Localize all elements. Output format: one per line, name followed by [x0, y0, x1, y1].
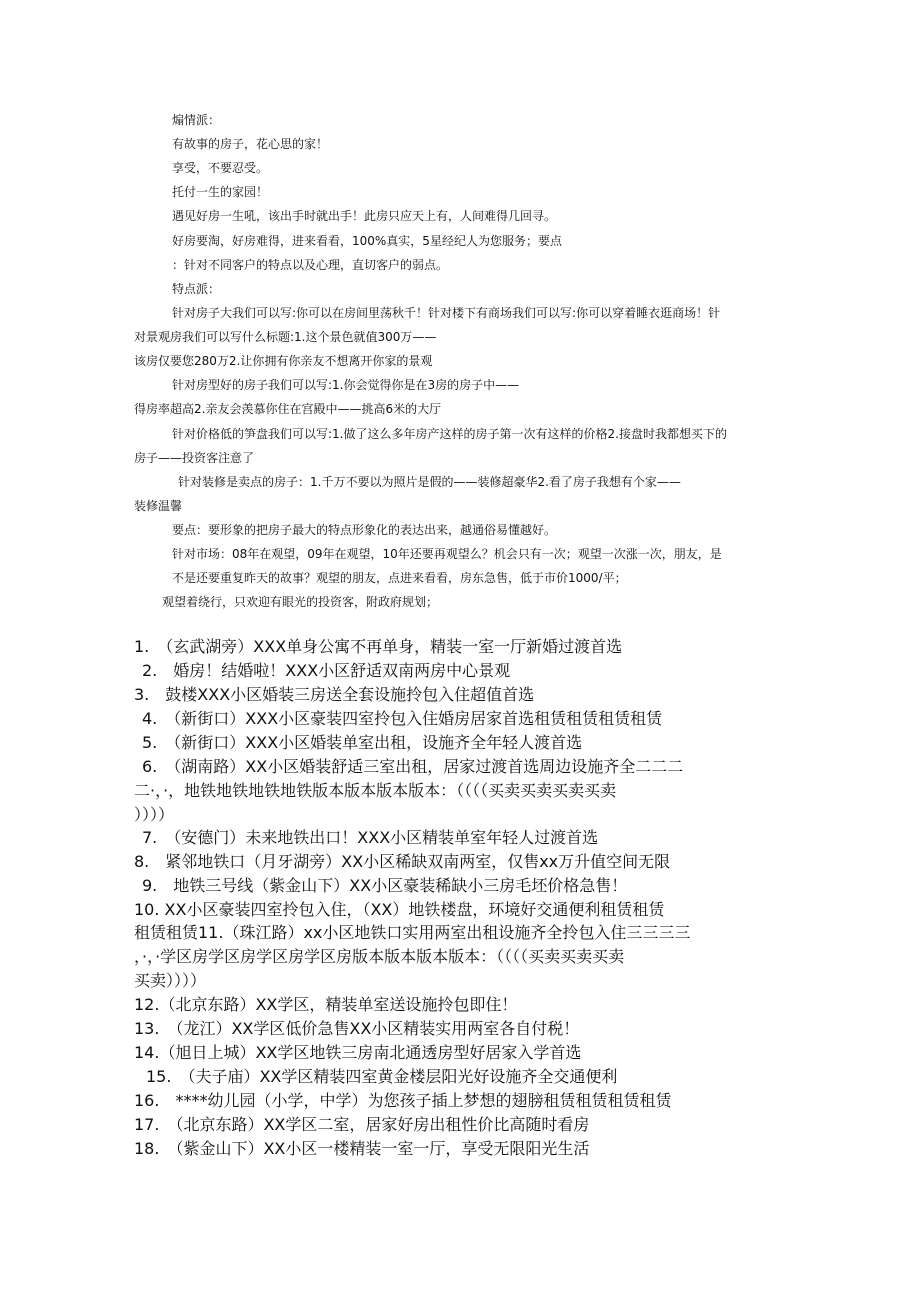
- intro-line: 要点：要形象的把房子最大的特点形象化的表达出来，越通俗易懂越好。: [172, 523, 557, 537]
- list-item-continuation: ，·，·学区房学区房学区房学区房版本版本版本版本：（（（（买卖买卖买卖: [134, 947, 625, 966]
- list-item: 3. 鼓楼XXX小区婚装三房送全套设施拎包入住超值首选: [134, 685, 535, 704]
- intro-line: 针对价格低的笋盘我们可以写:1.做了这么多年房产这样的房子第一次有这样的价格2.接盘时我都想买下的: [172, 427, 727, 441]
- list-item: 10. XX小区豪装四室拎包入住，（XX）地铁楼盘，环境好交通便利租赁租赁: [134, 900, 665, 919]
- intro-line: 对景观房我们可以写什么标题:1.这个景色就值300万——: [134, 330, 437, 344]
- list-item: 18. （紫金山下）XX小区一楼精装一室一厅，享受无限阳光生活: [134, 1139, 590, 1158]
- intro-line: ：针对不同客户的特点以及心理，直切客户的弱点。: [172, 258, 449, 272]
- intro-line: 针对房型好的房子我们可以写:1.你会觉得你是在3房的房子中——: [172, 378, 520, 392]
- list-item: 5. （新街口）XXX小区婚装单室出租，设施齐全年轻人渡首选: [142, 733, 583, 752]
- intro-line: 该房仅要您280万2.让你拥有你亲友不想离开你家的景观: [134, 354, 433, 368]
- list-item: 6. （湖南路）XX小区婚装舒适三室出租，居家过渡首选周边设施齐全二二二: [142, 757, 684, 776]
- intro-line: 特点派：: [172, 282, 221, 296]
- list-item-continuation: 租赁租赁11.（珠江路）xx小区地铁口实用两室出租设施齐全拎包入住三三三三: [134, 923, 691, 942]
- intro-line: 托付一生的家园！: [172, 185, 269, 199]
- list-item: 14.（旭日上城）XX学区地铁三房南北通透房型好居家入学首选: [134, 1043, 582, 1062]
- list-item: 4. （新街口）XXX小区豪装四室拎包入住婚房居家首选租赁租赁租赁租赁: [142, 709, 663, 728]
- intro-line: 针对市场：08年在观望，09年在观望，10年还要再观望么？机会只有一次；观望一次涨一次，朋友，是: [172, 547, 722, 561]
- intro-line: 享受，不要忍受。: [172, 161, 269, 175]
- intro-line: 针对房子大我们可以写:你可以在房间里荡秋千！针对楼下有商场我们可以写:你可以穿着睡衣逛商场！针: [172, 306, 721, 320]
- list-item-continuation: ））））: [134, 805, 175, 824]
- intro-line: 得房率超高2.亲友会羡慕你住在宫殿中——挑高6米的大厅: [134, 402, 442, 416]
- list-item: 9. 地铁三号线（紫金山下）XX小区豪装稀缺小三房毛坯价格急售！: [142, 876, 628, 895]
- list-item: 15. （夫子庙）XX学区精装四室黄金楼层阳光好设施齐全交通便利: [146, 1067, 618, 1086]
- list-item: 7. （安德门）未来地铁出口！XXX小区精装单室年轻人过渡首选: [142, 828, 599, 847]
- list-item: 16. ****幼儿园（小学，中学）为您孩子插上梦想的翅膀租赁租赁租赁租赁: [134, 1091, 672, 1110]
- list-item-continuation: 买卖））））: [134, 971, 207, 990]
- list-item: 17. （北京东路）XX学区二室，居家好房出租性价比高随时看房: [134, 1115, 590, 1134]
- intro-line: 有故事的房子，花心思的家！: [172, 137, 329, 151]
- intro-line: 针对装修是卖点的房子：1.千万不要以为照片是假的——装修超豪华2.看了房子我想有个家——: [178, 475, 681, 489]
- intro-line: 遇见好房一生吼，该出手时就出手！此房只应天上有，人间难得几回寻。: [172, 209, 557, 223]
- intro-line: 装修温馨: [134, 499, 183, 513]
- list-item: 2. 婚房！结婚啦！XXX小区舒适双南两房中心景观: [142, 661, 511, 680]
- intro-line: 房子——投资客注意了: [134, 451, 255, 465]
- list-item: 8. 紧邻地铁口（月牙湖旁）XX小区稀缺双南两室，仅售xx万升值空间无限: [134, 852, 671, 871]
- intro-line: 不是还要重复昨天的故事？观望的朋友，点进来看看，房东急售，低于市价1000/平；: [172, 571, 627, 585]
- intro-line: 观望着绕行，只欢迎有眼光的投资客，附政府规划；: [162, 595, 439, 609]
- intro-line: 好房要淘，好房难得，进来看看，100%真实，5星经纪人为您服务；要点: [172, 234, 562, 248]
- list-item: 12.（北京东路）XX学区，精装单室送设施拎包即住！: [134, 995, 518, 1014]
- list-item: 1. （玄武湖旁）XXX单身公寓不再单身，精装一室一厅新婚过渡首选: [134, 637, 623, 656]
- intro-line: 煽情派：: [172, 113, 221, 127]
- list-item-continuation: 二·，·，地铁地铁地铁地铁版本版本版本版本：（（（（买卖买卖买卖买卖: [134, 781, 617, 800]
- list-item: 13. （龙江）XX学区低价急售XX小区精装实用两室各自付税！: [134, 1019, 580, 1038]
